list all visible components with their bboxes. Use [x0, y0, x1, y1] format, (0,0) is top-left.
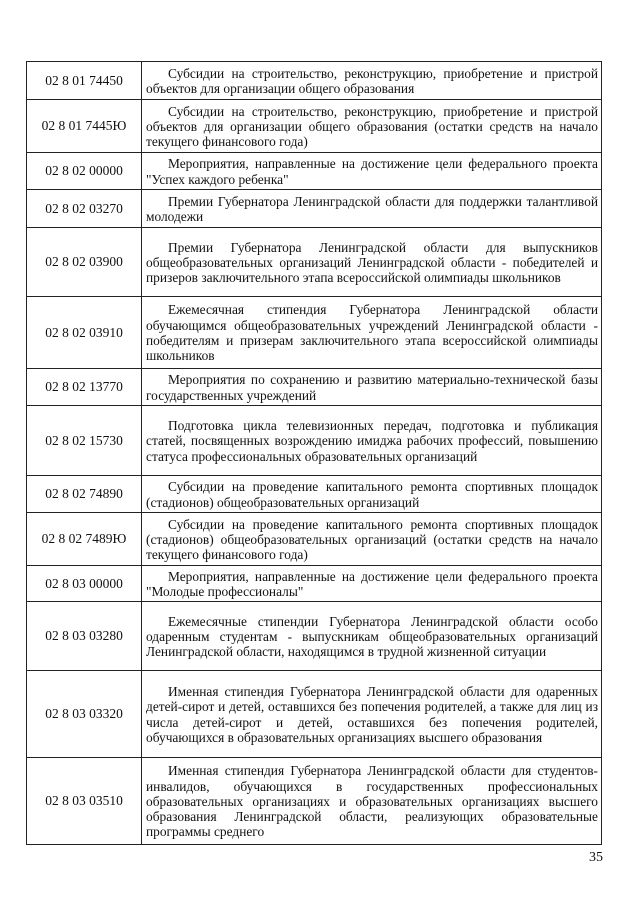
table-row — [27, 602, 602, 671]
classification-code: 02 8 02 7489Ю — [27, 513, 142, 566]
classification-code: 02 8 02 13770 — [27, 369, 142, 406]
classification-code: 02 8 03 03320 — [27, 671, 142, 758]
expense-description: Именная стипендия Губернатора Ленинградской области для одаренных детей-сирот и детей, оставшихся без попечения родителей, а также для лиц из числа детей-сирот и детей, оставшихся без попечения родителей, обучающихся в образовательных организациях высшего образования — [142, 671, 602, 758]
expense-description: Премии Губернатора Ленинградской области для выпускников общеобразовательных организаций Ленинградской области - победителей и призеров заключительного этапа всероссийской олимпиады школьников — [142, 228, 602, 297]
classification-code: 02 8 02 03270 — [27, 190, 142, 228]
classification-code: 02 8 03 03510 — [27, 758, 142, 845]
classification-code: 02 8 01 7445Ю — [27, 100, 142, 153]
expense-description: Ежемесячная стипендия Губернатора Ленинградской области обучающимся общеобразовательных учреждений Ленинградской области - победителям и призерам заключительного этапа всероссийской олимпиады школьников — [142, 297, 602, 369]
classification-code: 02 8 01 74450 — [27, 62, 142, 100]
table-row — [27, 153, 602, 190]
table-row — [27, 297, 602, 369]
expense-description: Субсидии на строительство, реконструкцию, приобретение и пристрой объектов для организации общего образования — [142, 62, 602, 100]
expense-description: Мероприятия, направленные на достижение цели федерального проекта "Успех каждого ребенка" — [142, 153, 602, 190]
expense-description: Премии Губернатора Ленинградской области для поддержки талантливой молодежи — [142, 190, 602, 228]
classification-code: 02 8 02 03900 — [27, 228, 142, 297]
table-row — [27, 476, 602, 513]
classification-code: 02 8 02 15730 — [27, 406, 142, 476]
expense-description: Субсидии на проведение капитального ремонта спортивных площадок (стадионов) общеобразовательных организаций — [142, 476, 602, 513]
table-row — [27, 62, 602, 100]
expense-description: Субсидии на строительство, реконструкцию, приобретение и пристрой объектов для организации общего образования (остатки средств на начало текущего финансового года) — [142, 100, 602, 153]
expense-description: Субсидии на проведение капитального ремонта спортивных площадок (стадионов) общеобразовательных организаций (остатки средств на начало текущего финансового года) — [142, 513, 602, 566]
expense-description: Мероприятия по сохранению и развитию материально-технической базы государственных учреждений — [142, 369, 602, 406]
table-row — [27, 758, 602, 845]
table-row — [27, 406, 602, 476]
page-number: 35 — [589, 850, 603, 865]
expense-description: Ежемесячные стипендии Губернатора Ленинградской области особо одаренным студентам - выпускникам общеобразовательных организаций Ленинградской области, находящимся в трудной жизненной ситуации — [142, 602, 602, 671]
table-row — [27, 566, 602, 602]
table-row — [27, 369, 602, 406]
expense-description: Мероприятия, направленные на достижение цели федерального проекта "Молодые профессионалы" — [142, 566, 602, 602]
table-row — [27, 100, 602, 153]
classification-code: 02 8 02 03910 — [27, 297, 142, 369]
classification-code: 02 8 02 74890 — [27, 476, 142, 513]
table-row — [27, 513, 602, 566]
classification-code: 02 8 02 00000 — [27, 153, 142, 190]
table-row — [27, 228, 602, 297]
classification-code: 02 8 03 03280 — [27, 602, 142, 671]
classification-code: 02 8 03 00000 — [27, 566, 142, 602]
expense-description: Подготовка цикла телевизионных передач, подготовка и публикация статей, посвященных возрождению имиджа рабочих профессий, повышению статуса профессиональных образовательных организаций — [142, 406, 602, 476]
expense-description: Именная стипендия Губернатора Ленинградской области для студентов-инвалидов, обучающихся в государственных профессиональных образовательных организациях и образовательных организациях высшего образования Ленинградской области, реализующих образовательные программы среднего — [142, 758, 602, 845]
table-row — [27, 190, 602, 228]
table-row — [27, 671, 602, 758]
budget-classification-table — [26, 61, 602, 845]
